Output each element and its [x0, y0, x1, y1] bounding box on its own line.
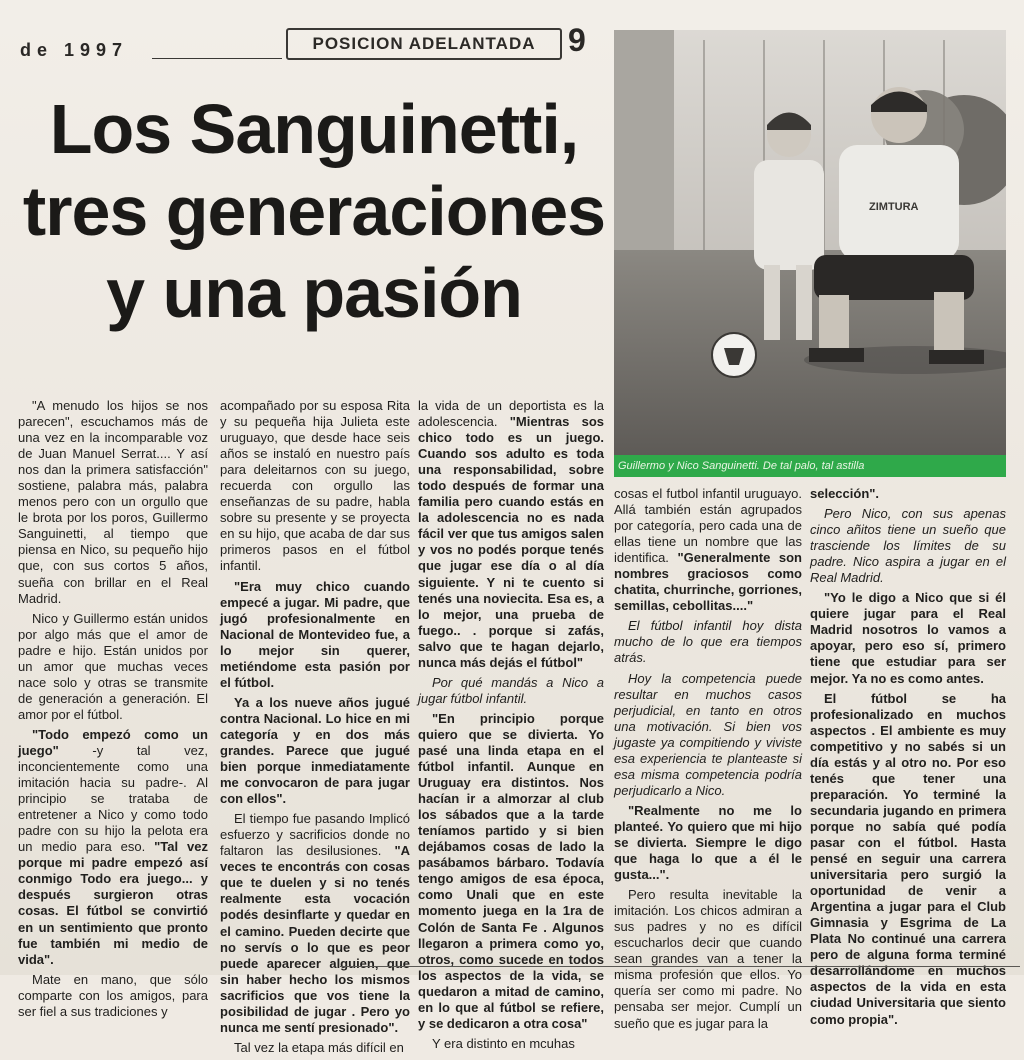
shirt-lettering: ZIMTURA	[869, 201, 919, 213]
paragraph: Por qué mandás a Nico a jugar fútbol infantil.	[418, 674, 604, 706]
header-date: de 1997	[20, 40, 129, 60]
photo-illustration	[614, 30, 1006, 455]
paragraph: El fútbol infantil hoy dista mucho de lo que era tiempos atrás.	[614, 618, 802, 666]
article-column-2	[220, 398, 410, 1060]
paragraph: Tal vez la etapa más difícil en	[234, 1039, 404, 1055]
paragraph: Y era distinto en mcuhas	[432, 1035, 575, 1051]
article-column-3	[418, 398, 604, 1056]
headline-line-2: tres generaciones	[22, 172, 606, 250]
headline-line-3: y una pasión	[106, 254, 522, 332]
article-column-5	[810, 486, 1006, 1032]
paragraph: Hoy la competencia puede resultar en muchos casos perjudicial, en tanto en otros una motivación. Si bien vos jugaste ya compitiendo y viviste esa experiencia te planteaste si esa misma competencia podría perjudicarlo a Nico.	[614, 670, 802, 798]
paragraph: selección".	[810, 486, 880, 501]
article-column-4	[614, 486, 802, 1036]
quote: "Mientras sos chico todo es un juego. Cuando sos adulto es toda una responsabilidad, sobre todo después de formar una familia pero cuando estás en la adolescencia no es nada fácil ver que tus amigos salen y vos no podés porque tenés que jugar ese día o al día siguiente. Y ni te cuento si tenés una noviecita. Esa es, a lo mejor, una prueba de fuego.. . porque si zafás, salvo que te hagan dejarlo, nunca más dejás el fútbol"	[418, 414, 604, 670]
article-column-1	[18, 398, 208, 1024]
paragraph: "Era muy chico cuando empecé a jugar. Mi padre, que jugó profesionalmente en Nacional de Montevideo fue, a lo mejor sin querer, metiéndome esta pasión por el fútbol.	[220, 578, 410, 690]
paragraph: Pero Nico, con sus apenas cinco añitos tiene un sueño que trasciende los límites de su padre. Nico aspira a jugar en el Real Madrid.	[810, 506, 1006, 586]
paragraph	[18, 727, 208, 968]
paragraph: "Realmente no me lo planteé. Yo quiero que mi hijo se divierta. Siempre le digo que haga lo que a él le gusta...".	[614, 802, 802, 883]
footer-rule	[340, 966, 1020, 967]
text: cosas el futbol infantil uruguayo. Allá también están agrupados por categoría, pero cada una de ellas tiene un nombre que las identifica.	[614, 486, 802, 566]
paragraph: El fútbol se ha profesionalizado en muchos aspectos . El ambiente es muy competitivo y no sabés si un día estás y al otro no. Por eso tenés que tener una preparación. Yo terminé la secundaria jugando en primera porque no sabía qué podía pasar con el fútbol. Hasta pensé en seguir una carrera universitaria pero surgió la oportunidad de venir a Argentina a jugar para el Club Gimnasia y Esgrima de La Plata No continué una carrera pero de alguna forma terminé desarrollándome en muchos aspectos de la vida en esta ciudad Universitaria que siento como propia".	[810, 690, 1006, 1027]
article-photo	[614, 30, 1006, 455]
paragraph: acompañado por su esposa Rita y su pequeña hija Julieta este uruguayo, que desde hace seis años se instaló en nuestro país para deleitarnos con su juego, recuerda con orgullo las enseñanzas de su padre, habla sobre su presente y se proyecta en su hijo, que acaba de dar sus primeros pasos en el fútbol infantil.	[220, 398, 410, 574]
quote: "Todo empezó como un juego"	[18, 726, 208, 758]
text: la vida de un deportista es la adolescencia.	[418, 398, 604, 430]
page-number: 9	[568, 22, 586, 58]
paragraph: Pero resulta inevitable la imitación. Los chicos admiran a sus padres y no es difícil escucharlos decir que cuando sean grandes van a tener la misma profesión que ellos. Yo quería ser como mi padre. No pensaba ser mejor. Cumplí un sueño que es jugar para la	[614, 887, 802, 1031]
headline-line-1: Los Sanguinetti,	[49, 90, 579, 168]
text: El tiempo fue pasando Implicó esfuerzo y sacrificios donde no faltaron las desilusiones.	[220, 811, 410, 859]
text: -y tal vez, inconcientemente como una imitación hacia su padre-. Al principio se trataba de entretener a Nico y como todo padre con su hijo la pelota era un medio para eso.	[18, 742, 208, 855]
quote: "Generalmente son nombres graciosos como chatita, churrinche, gorriones, semillas, cebollitas...."	[614, 550, 802, 614]
paragraph: "En principio porque quiero que se divierta. Yo pasé una linda etapa en el fútbol infantil. Aunque en Uruguay era distintos. Nos hacían ir a almorzar al club los sábados que a la tarde teníamos partido y si bien dejábamos cosas de lado la pasábamos bárbaro. Todavía tengo amigos de esa época, como Unali que en este momento juega en la 1ra de Colón de Santa Fe . Algunos llegaron a primera como yo, otros, como sucede en todos los aspectos de la vida, se quedaron a mitad de camino, en lo que al fútbol se refiere, y se dedicaron a otra cosa"	[418, 710, 604, 1031]
paragraph: "Yo le digo a Nico que si él quiere jugar para el Real Madrid nosotros lo vamos a apoyar, pero eso sí, primero tiene que estudiar para ser mejor. Ya no es como antes.	[810, 590, 1006, 686]
paragraph: Mate en mano, que sólo comparte con los amigos, para ser fiel a sus tradiciones y	[18, 971, 208, 1019]
paragraph	[220, 811, 410, 1036]
paragraph	[418, 398, 604, 671]
section-label: POSICION ADELANTADA	[312, 34, 536, 53]
paragraph: Ya a los nueve años jugué contra Nacional. Lo hice en mi categoría y en dos más grandes. Parece que jugué bien porque inmediatamente me convocaron de para jugar con ellos".	[220, 694, 410, 807]
quote: "A veces te encontrás con cosas que te duelen y si no tenés realmente esta vocación podés desinflarte y quedar en el camino. Pueden decirte que no servís o lo que es peor puede aparecer alguien, que sin haber hecho los mismos sacrificios que vos tiene la posibilidad de jugar . Pero yo nunca me sentí presionado".	[220, 843, 410, 1035]
photo-caption: Guillermo y Nico Sanguinetti. De tal palo, tal astilla	[614, 455, 1006, 477]
paragraph	[614, 486, 802, 614]
paragraph: Nico y Guillermo están unidos por algo más que el amor de padre e hijo. Están unidos por un amor que muchas veces nace solo y otras se transmite de generación a generación. El amor por el fútbol.	[18, 610, 208, 722]
paragraph: "A menudo los hijos se nos parecen", escuchamos más de una vez en la incomparable voz de Juan Manuel Serrat.... Y así nos dan la primera satisfacción" sostiene, palabra más, palabra menos pero con un orgullo que le brota por los poros, Guillermo Sanguinetti, al tiempo que piensa en Nico, su pequeño hijo que, con sus cortos 5 años, sueña con brillar en el Real Madrid.	[18, 398, 208, 606]
quote: "Tal vez porque mi padre empezó así conmigo Todo era juego... y después surgieron otras cosas. El fútbol se convirtió en un sentimiento que pronto fue también mi medio de vida".	[18, 839, 209, 967]
headline	[20, 88, 608, 334]
header-rule	[152, 58, 282, 59]
section-banner	[286, 28, 562, 60]
